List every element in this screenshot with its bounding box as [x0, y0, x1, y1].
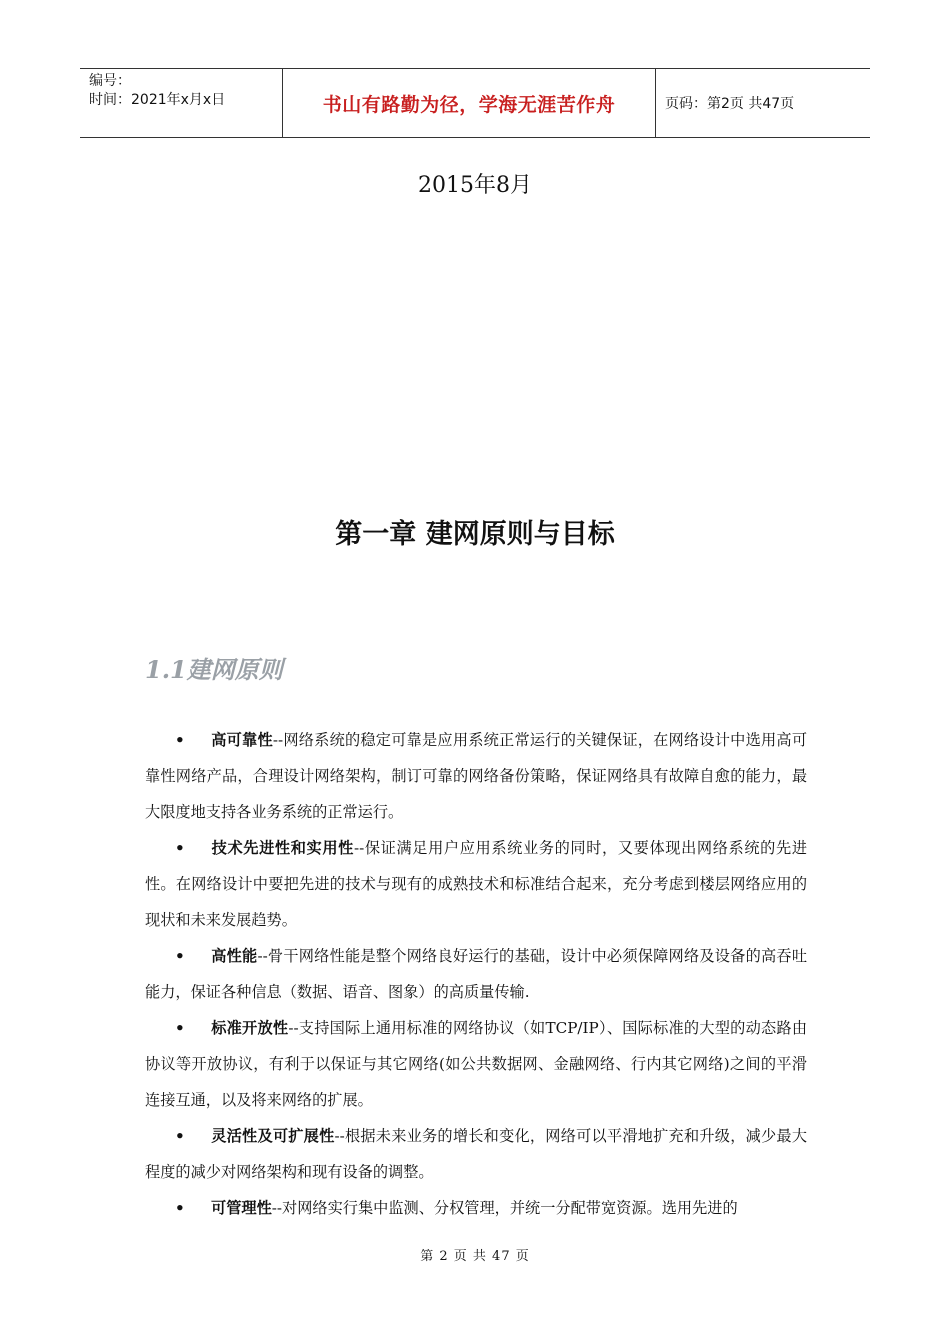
principle-term: 可管理性 [211, 1199, 272, 1217]
list-item [145, 1118, 807, 1190]
list-item [145, 1190, 807, 1226]
principle-text: --根据未来业务的增长和变化，网络可以平滑地扩充和升级，减少最大程度的减少对网络架构和现有设备的调整。 [145, 1127, 808, 1181]
list-item [145, 938, 807, 1010]
principle-text: --保证满足用户应用系统业务的同时，又要体现出网络系统的先进性。在网络设计中要把先进的技术与现有的成熟技术和标准结合起来，充分考虑到楼层网络应用的现状和未来发展趋势。 [145, 839, 808, 929]
page-footer: 第 2 页 共 47 页 [420, 1249, 530, 1264]
header-page-info: 页码：第2页 共47页 [665, 96, 795, 112]
document-date: 2015年8月 [418, 173, 532, 198]
principle-text: --支持国际上通用标准的网络协议（如TCP/IP）、国际标准的大型的动态路由协议等开放协议，有利于以保证与其它网络(如公共数据网、金融网络、行内其它网络)之间的平滑连接互通，以及将来网络的扩展。 [145, 1019, 808, 1109]
bullet-icon: • [175, 947, 185, 965]
principles-list [145, 722, 807, 1226]
header-meta [89, 72, 279, 110]
principle-term: 高性能 [211, 947, 258, 965]
bullet-icon: • [175, 731, 185, 749]
list-item [145, 1010, 807, 1118]
section-title: 1.1建网原则 [145, 655, 283, 684]
chapter-title: 第一章 建网原则与目标 [335, 519, 615, 550]
list-item [145, 722, 807, 830]
list-item [145, 830, 807, 938]
bullet-icon: • [175, 1199, 185, 1217]
principle-term: 高可靠性 [211, 731, 273, 749]
bullet-icon: • [175, 839, 185, 857]
time-label: 时间：2021年x月x日 [89, 92, 226, 108]
principle-text: --对网络实行集中监测、分权管理，并统一分配带宽资源。选用先进的 [271, 1199, 738, 1217]
header-motto: 书山有路勤为径，学海无涯苦作舟 [322, 93, 616, 116]
principle-text: --网络系统的稳定可靠是应用系统正常运行的关键保证，在网络设计中选用高可靠性网络产品，合理设计网络架构，制订可靠的网络备份策略，保证网络具有故障自愈的能力，最大限度地支持各业务系统的正常运行。 [145, 731, 808, 821]
principle-term: 标准开放性 [211, 1019, 289, 1037]
number-label: 编号： [89, 73, 131, 89]
principle-text: --骨干网络性能是整个网络良好运行的基础，设计中必须保障网络及设备的高吞吐能力，保证各种信息（数据、语音、图象）的高质量传输. [145, 947, 808, 1001]
bullet-icon: • [175, 1019, 185, 1037]
page-header [80, 68, 870, 138]
header-divider [655, 69, 656, 137]
principle-term: 技术先进性和实用性 [211, 839, 354, 857]
principle-term: 灵活性及可扩展性 [211, 1127, 335, 1145]
bullet-icon: • [175, 1127, 185, 1145]
